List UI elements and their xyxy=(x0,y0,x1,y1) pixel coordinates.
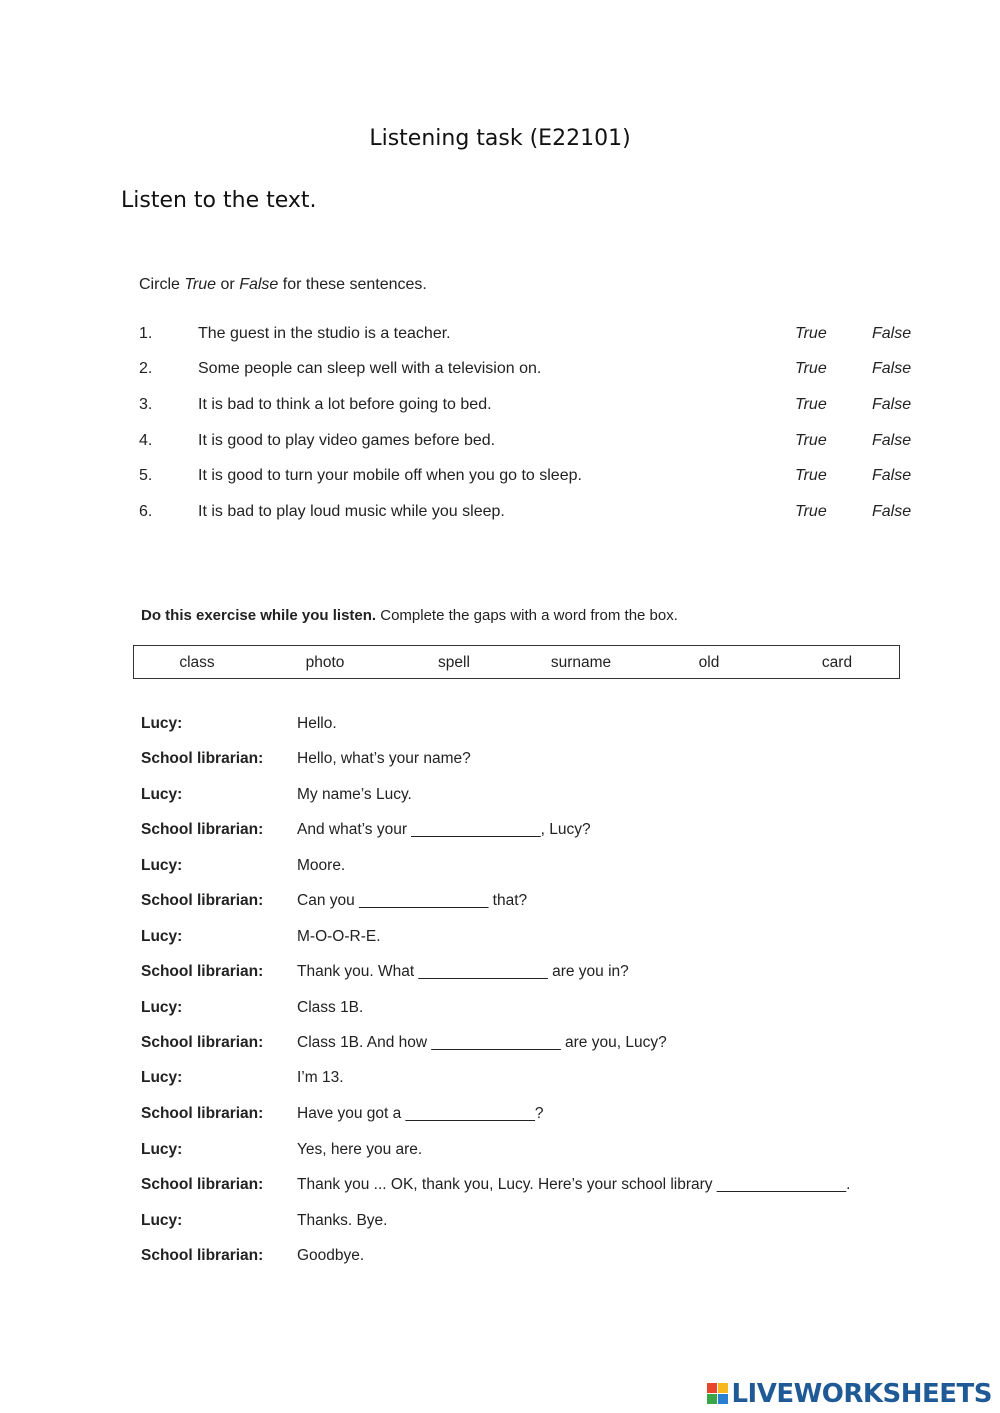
dialogue-line: Thanks. Bye. xyxy=(297,1212,388,1229)
statement-text: Some people can sleep well with a television on. xyxy=(198,360,542,377)
word-box-item: card xyxy=(821,654,853,671)
true-false-instruction xyxy=(139,276,427,294)
instruction-rest: Complete the gaps with a word from the box. xyxy=(376,607,678,624)
instruction-or: or xyxy=(216,276,240,293)
speaker-label: School librarian: xyxy=(141,1247,264,1264)
dialogue-row xyxy=(0,928,1000,954)
dialogue-row xyxy=(0,1247,1000,1273)
logo-square-yellow xyxy=(718,1383,728,1393)
statement-text: It is bad to play loud music while you sleep. xyxy=(198,503,505,520)
true-option[interactable]: True xyxy=(795,503,827,520)
false-option[interactable]: False xyxy=(872,503,912,520)
speaker-label: Lucy: xyxy=(141,786,183,803)
dialogue-line: Goodbye. xyxy=(297,1247,365,1264)
liveworksheets-logo[interactable] xyxy=(707,1376,992,1412)
statement-text: It is good to turn your mobile off when you go to sleep. xyxy=(198,467,582,484)
true-option[interactable]: True xyxy=(795,432,827,449)
speaker-label: Lucy: xyxy=(141,715,183,732)
dialogue-line[interactable]: Have you got a _______________? xyxy=(297,1105,544,1122)
false-option[interactable]: False xyxy=(872,325,912,342)
speaker-label: Lucy: xyxy=(141,857,183,874)
statement-text: It is bad to think a lot before going to bed. xyxy=(198,396,492,413)
page-title: Listening task (E22101) xyxy=(369,126,631,151)
false-option[interactable]: False xyxy=(872,360,912,377)
speaker-label: School librarian: xyxy=(141,1176,264,1193)
dialogue-row xyxy=(0,786,1000,812)
word-box-item: class xyxy=(179,654,215,671)
statement-row xyxy=(0,503,1000,529)
true-option[interactable]: True xyxy=(795,396,827,413)
statement-row xyxy=(0,467,1000,493)
speaker-label: School librarian: xyxy=(141,821,264,838)
statement-row xyxy=(0,360,1000,386)
instruction-suffix: for these sentences. xyxy=(278,276,427,293)
speaker-label: Lucy: xyxy=(141,1069,183,1086)
dialogue-line[interactable]: And what’s your _______________, Lucy? xyxy=(297,821,591,838)
statement-row xyxy=(0,325,1000,351)
dialogue-row xyxy=(0,857,1000,883)
dialogue-row xyxy=(0,892,1000,918)
statement-text: It is good to play video games before bed. xyxy=(198,432,496,449)
dialogue-line[interactable]: Can you _______________ that? xyxy=(297,892,528,909)
speaker-label: School librarian: xyxy=(141,963,264,980)
dialogue-row xyxy=(0,715,1000,741)
dialogue-row xyxy=(0,1034,1000,1060)
logo-square-red xyxy=(707,1383,717,1393)
instruction-prefix: Circle xyxy=(139,276,185,293)
statement-row xyxy=(0,432,1000,458)
dialogue-row xyxy=(0,821,1000,847)
page-subtitle: Listen to the text. xyxy=(121,188,317,213)
speaker-label: School librarian: xyxy=(141,892,264,909)
statement-number: 1. xyxy=(139,325,153,342)
statement-number: 6. xyxy=(139,503,153,520)
logo-square-blue xyxy=(718,1394,728,1404)
speaker-label: School librarian: xyxy=(141,1105,264,1122)
dialogue-line: Hello. xyxy=(297,715,337,732)
true-option[interactable]: True xyxy=(795,360,827,377)
dialogue-row xyxy=(0,1069,1000,1095)
word-box-item: photo xyxy=(305,654,345,671)
dialogue-line: Yes, here you are. xyxy=(297,1141,423,1158)
liveworksheets-logo-icon xyxy=(707,1383,729,1405)
statement-row xyxy=(0,396,1000,422)
speaker-label: School librarian: xyxy=(141,750,264,767)
speaker-label: Lucy: xyxy=(141,928,183,945)
word-box-item: surname xyxy=(550,654,612,671)
speaker-label: School librarian: xyxy=(141,1034,264,1051)
word-box-item: spell xyxy=(438,654,470,671)
dialogue-row xyxy=(0,1212,1000,1238)
false-option[interactable]: False xyxy=(872,396,912,413)
dialogue-line: Class 1B. xyxy=(297,999,364,1016)
dialogue-row xyxy=(0,1105,1000,1131)
statement-number: 3. xyxy=(139,396,153,413)
dialogue-line[interactable]: Class 1B. And how _______________ are you, Lucy? xyxy=(297,1034,667,1051)
instruction-bold: Do this exercise while you listen. xyxy=(141,607,377,624)
speaker-label: Lucy: xyxy=(141,1212,183,1229)
speaker-label: Lucy: xyxy=(141,999,183,1016)
dialogue-row xyxy=(0,750,1000,776)
gap-fill-instruction xyxy=(141,607,678,624)
statement-number: 2. xyxy=(139,360,153,377)
dialogue-line: Hello, what’s your name? xyxy=(297,750,471,767)
dialogue-row xyxy=(0,1141,1000,1167)
true-option[interactable]: True xyxy=(795,325,827,342)
dialogue-line: My name’s Lucy. xyxy=(297,786,412,803)
dialogue-row xyxy=(0,963,1000,989)
dialogue-line: I’m 13. xyxy=(297,1069,344,1086)
logo-text: LIVEWORKSHEETS xyxy=(731,1379,992,1409)
dialogue-row xyxy=(0,999,1000,1025)
word-box xyxy=(133,645,900,679)
logo-square-green xyxy=(707,1394,717,1404)
instruction-true: True xyxy=(184,276,217,293)
false-option[interactable]: False xyxy=(872,467,912,484)
speaker-label: Lucy: xyxy=(141,1141,183,1158)
instruction-false: False xyxy=(239,276,279,293)
word-box-item: old xyxy=(698,654,720,671)
statement-number: 4. xyxy=(139,432,153,449)
dialogue-line: M-O-O-R-E. xyxy=(297,928,381,945)
statement-number: 5. xyxy=(139,467,153,484)
dialogue-line[interactable]: Thank you. What _______________ are you in? xyxy=(297,963,629,980)
true-option[interactable]: True xyxy=(795,467,827,484)
statement-text: The guest in the studio is a teacher. xyxy=(198,325,451,342)
dialogue-line[interactable]: Thank you ... OK, thank you, Lucy. Here’s your school library _______________. xyxy=(297,1176,851,1193)
false-option[interactable]: False xyxy=(872,432,912,449)
dialogue-line: Moore. xyxy=(297,857,346,874)
dialogue-row xyxy=(0,1176,1000,1202)
